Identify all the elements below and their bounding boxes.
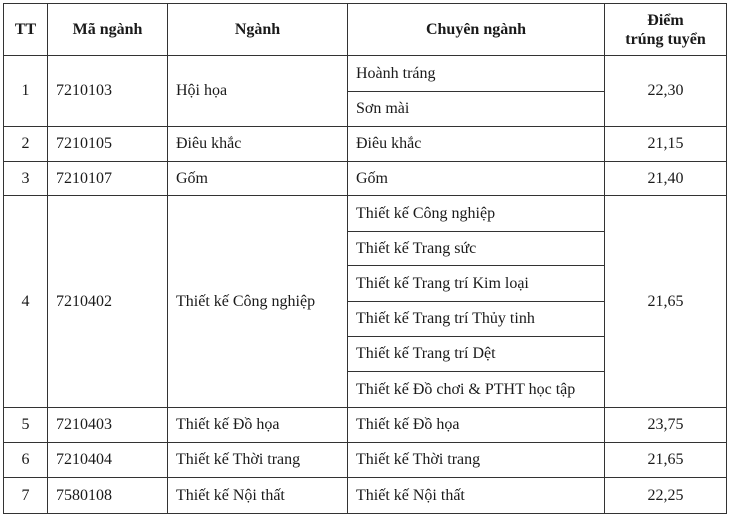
cell-ma-nganh: 7210103 xyxy=(48,56,168,127)
cell-ma-nganh: 7580108 xyxy=(48,478,168,514)
cell-tt: 1 xyxy=(4,56,48,127)
header-diem-trung-tuyen xyxy=(605,4,727,56)
cell-nganh: Gốm xyxy=(168,162,348,196)
cell-nganh: Thiết kế Đồ họa xyxy=(168,408,348,443)
cell-ma-nganh: 7210404 xyxy=(48,443,168,478)
cell-chuyen-nganh: Thiết kế Đồ chơi & PTHT học tập xyxy=(348,372,605,408)
cell-diem: 21,40 xyxy=(605,162,727,196)
header-nganh: Ngành xyxy=(168,4,348,56)
cell-nganh: Thiết kế Công nghiệp xyxy=(168,196,348,408)
cell-ma-nganh: 7210107 xyxy=(48,162,168,196)
cell-chuyen-nganh: Thiết kế Nội thất xyxy=(348,478,605,514)
cell-tt: 5 xyxy=(4,408,48,443)
cell-ma-nganh: 7210105 xyxy=(48,127,168,162)
cell-chuyen-nganh: Gốm xyxy=(348,162,605,196)
cell-nganh: Thiết kế Nội thất xyxy=(168,478,348,514)
cell-diem: 22,25 xyxy=(605,478,727,514)
admission-scores-table xyxy=(3,3,727,514)
cell-diem: 21,65 xyxy=(605,443,727,478)
header-chuyen-nganh: Chuyên ngành xyxy=(348,4,605,56)
cell-tt: 7 xyxy=(4,478,48,514)
table-row xyxy=(4,127,727,162)
cell-diem: 23,75 xyxy=(605,408,727,443)
header-ma-nganh: Mã ngành xyxy=(48,4,168,56)
cell-tt: 4 xyxy=(4,196,48,408)
admission-scores-document xyxy=(3,3,727,514)
cell-tt: 3 xyxy=(4,162,48,196)
cell-nganh: Thiết kế Thời trang xyxy=(168,443,348,478)
table-row xyxy=(4,408,727,443)
cell-chuyen-nganh: Thiết kế Thời trang xyxy=(348,443,605,478)
header-diem-line1: Điểm xyxy=(647,11,684,29)
cell-tt: 6 xyxy=(4,443,48,478)
table-row xyxy=(4,196,727,232)
cell-chuyen-nganh: Sơn mài xyxy=(348,92,605,127)
cell-chuyen-nganh: Thiết kế Đồ họa xyxy=(348,408,605,443)
cell-tt: 2 xyxy=(4,127,48,162)
table-row xyxy=(4,478,727,514)
table-row xyxy=(4,162,727,196)
table-header xyxy=(4,4,727,56)
cell-diem: 21,15 xyxy=(605,127,727,162)
cell-ma-nganh: 7210403 xyxy=(48,408,168,443)
table-row xyxy=(4,443,727,478)
cell-ma-nganh: 7210402 xyxy=(48,196,168,408)
cell-nganh: Điêu khắc xyxy=(168,127,348,162)
cell-diem: 22,30 xyxy=(605,56,727,127)
cell-chuyen-nganh: Điêu khắc xyxy=(348,127,605,162)
cell-chuyen-nganh: Thiết kế Trang trí Dệt xyxy=(348,337,605,372)
cell-chuyen-nganh: Thiết kế Công nghiệp xyxy=(348,196,605,232)
cell-chuyen-nganh: Thiết kế Trang trí Thủy tinh xyxy=(348,302,605,337)
cell-nganh: Hội họa xyxy=(168,56,348,127)
cell-chuyen-nganh: Thiết kế Trang trí Kim loại xyxy=(348,266,605,302)
table-body xyxy=(4,56,727,514)
header-diem-line2: trúng tuyển xyxy=(625,30,706,48)
header-tt: TT xyxy=(4,4,48,56)
cell-chuyen-nganh: Hoành tráng xyxy=(348,56,605,92)
cell-diem: 21,65 xyxy=(605,196,727,408)
table-row xyxy=(4,56,727,92)
cell-chuyen-nganh: Thiết kế Trang sức xyxy=(348,232,605,266)
